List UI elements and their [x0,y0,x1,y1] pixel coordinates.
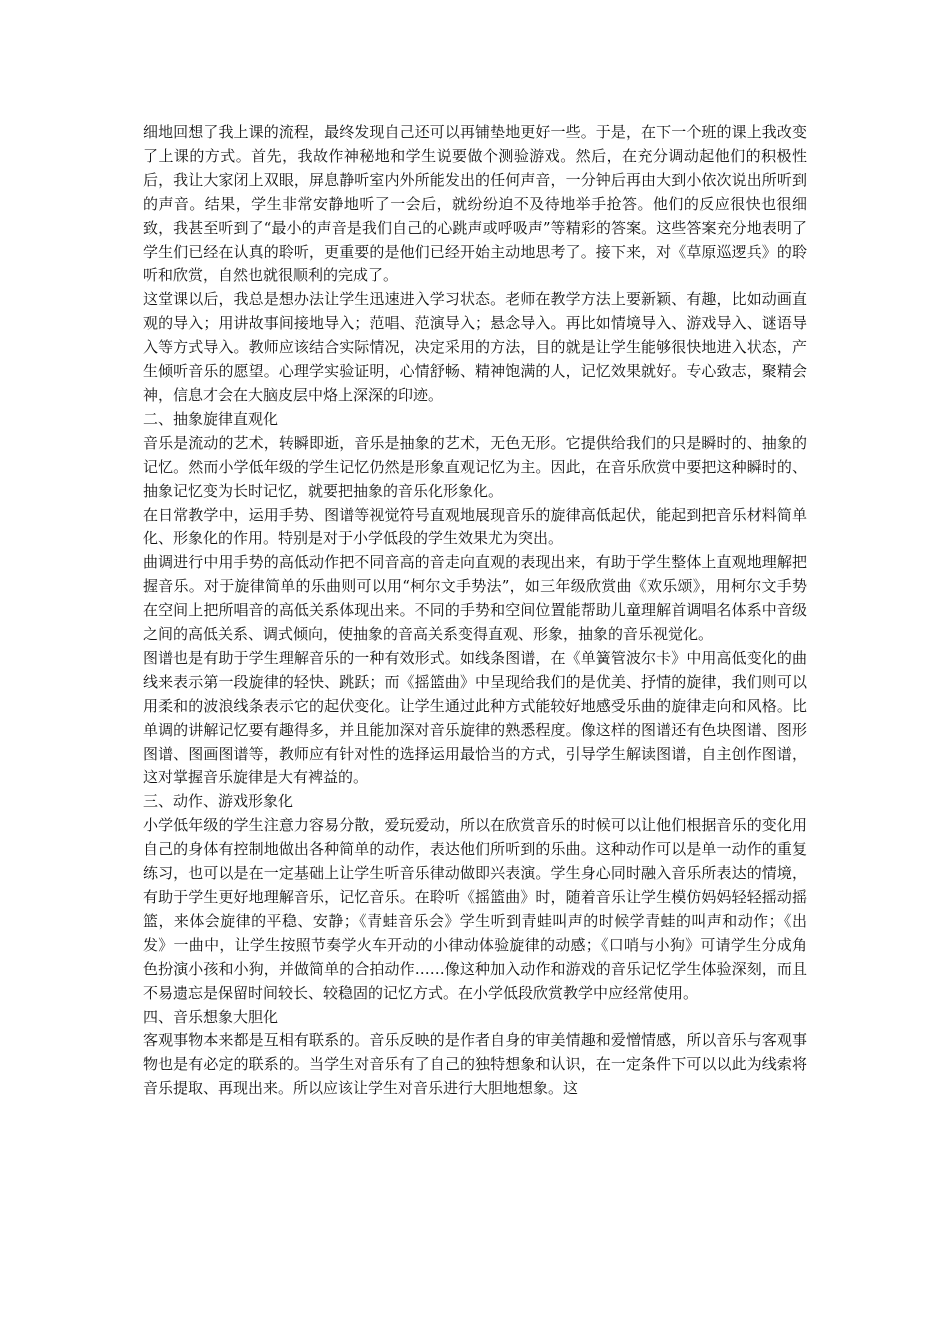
paragraph-learning-state: 这堂课以后，我总是想办法让学生迅速进入学习状态。老师在教学方法上要新颖、有趣，比如动画直观的导入；用讲故事间接地导入；范唱、范演导入；悬念导入。再比如情境导入、游戏导入、谜语导入等方式导入。教师应该结合实际情况，决定采用的方法，目的就是让学生能够很快地进入状态，产生倾听音乐的愿望。心理学实验证明，心情舒畅、精神饱满的人，记忆效果就好。专心致志，聚精会神，信息才会在大脑皮层中烙上深深的印迹。 [143,290,807,404]
paragraph-lesson-flow: 细地回想了我上课的流程，最终发现自己还可以再铺垫地更好一些。于是，在下一个班的课上我改变了上课的方式。首先，我故作神秘地和学生说要做个测验游戏。然后，在充分调动起他们的积极性后，我让大家闭上双眼，屏息静听室内外所能发出的任何声音，一分钟后再由大到小依次说出所听到的声音。结果，学生非常安静地听了一会后，就纷纷迫不及待地举手抢答。他们的反应很快也很细致，我甚至听到了“最小的声音是我们自己的心跳声或呼吸声”等精彩的答案。这些答案充分地表明了学生们已经在认真的聆听，更重要的是他们已经开始主动地思考了。接下来，对《草原巡逻兵》的聆听和欣赏，自然也就很顺利的完成了。 [143,123,807,285]
paragraph-music-abstract: 音乐是流动的艺术，转瞬即逝，音乐是抽象的艺术，无色无形。它提供给我们的只是瞬时的、抽象的记忆。然而小学低年级的学生记忆仍然是形象直观记忆为主。因此，在音乐欣赏中要把这种瞬时的、抽象记忆变为长时记忆，就要把抽象的音乐化形象化。 [143,433,807,500]
paragraph-movement-games: 小学低年级的学生注意力容易分散，爱玩爱动，所以在欣赏音乐的时候可以让他们根据音乐的变化用自己的身体有控制地做出各种简单的动作，表达他们所听到的乐曲。这种动作可以是单一动作的重复练习，也可以是在一定基础上让学生听音乐律动做即兴表演。学生身心同时融入音乐所表达的情境，有助于学生更好地理解音乐，记忆音乐。在聆听《摇篮曲》时，随着音乐让学生模仿妈妈轻轻摇动摇篮，来体会旋律的平稳、安静；《青蛙音乐会》学生听到青蛙叫声的时候学青蛙的叫声和动作；《出发》一曲中，让学生按照节奏学火车开动的小律动体验旋律的动感；《口哨与小狗》可请学生分成角色扮演小孩和小狗，并做简单的合拍动作……像这种加入动作和游戏的音乐记忆学生体验深刻，而且不易遗忘是保留时间较长、较稳固的记忆方式。在小学低段欣赏教学中应经常使用。 [143,816,807,1002]
paragraph-visual-symbols: 在日常教学中，运用手势、图谱等视觉符号直观地展现音乐的旋律高低起伏，能起到把音乐材料简单化、形象化的作用。特别是对于小学低段的学生效果尤为突出。 [143,505,807,548]
section-heading-2: 二、抽象旋律直观化 [143,409,279,428]
paragraph-imagination: 客观事物本来都是互相有联系的。音乐反映的是作者自身的审美情趣和爱憎情感，所以音乐与客观事物也是有必定的联系的。当学生对音乐有了自己的独特想象和认识，在一定条件下可以以此为线索将音乐提取、再现出来。所以应该让学生对音乐进行大胆地想象。这 [143,1031,807,1098]
paragraph-graphic-scores: 图谱也是有助于学生理解音乐的一种有效形式。如线条图谱，在《单簧管波尔卡》中用高低变化的曲线来表示第一段旋律的轻快、跳跃；而《摇篮曲》中呈现给我们的是优美、抒情的旋律，我们则可以用柔和的波浪线条表示它的起伏变化。让学生通过此种方式能较好地感受乐曲的旋律走向和风格。比单调的讲解记忆要有趣得多，并且能加深对音乐旋律的熟悉程度。像这样的图谱还有色块图谱、图形图谱、图画图谱等，教师应有针对性的选择运用最恰当的方式，引导学生解读图谱，自主创作图谱，这对掌握音乐旋律是大有裨益的。 [143,648,807,787]
paragraph-hand-signs: 曲调进行中用手势的高低动作把不同音高的音走向直观的表现出来，有助于学生整体上直观地理解把握音乐。对于旋律简单的乐曲则可以用“柯尔文手势法”，如三年级欣赏曲《欢乐颂》，用柯尔文手势在空间上把所唱音的高低关系体现出来。不同的手势和空间位置能帮助儿童理解首调唱名体系中音级之间的高低关系、调式倾向，使抽象的音高关系变得直观、形象，抽象的音乐视觉化。 [143,553,807,644]
section-heading-4: 四、音乐想象大胆化 [143,1007,279,1026]
section-heading-3: 三、动作、游戏形象化 [143,792,294,811]
document-body [143,121,807,1101]
